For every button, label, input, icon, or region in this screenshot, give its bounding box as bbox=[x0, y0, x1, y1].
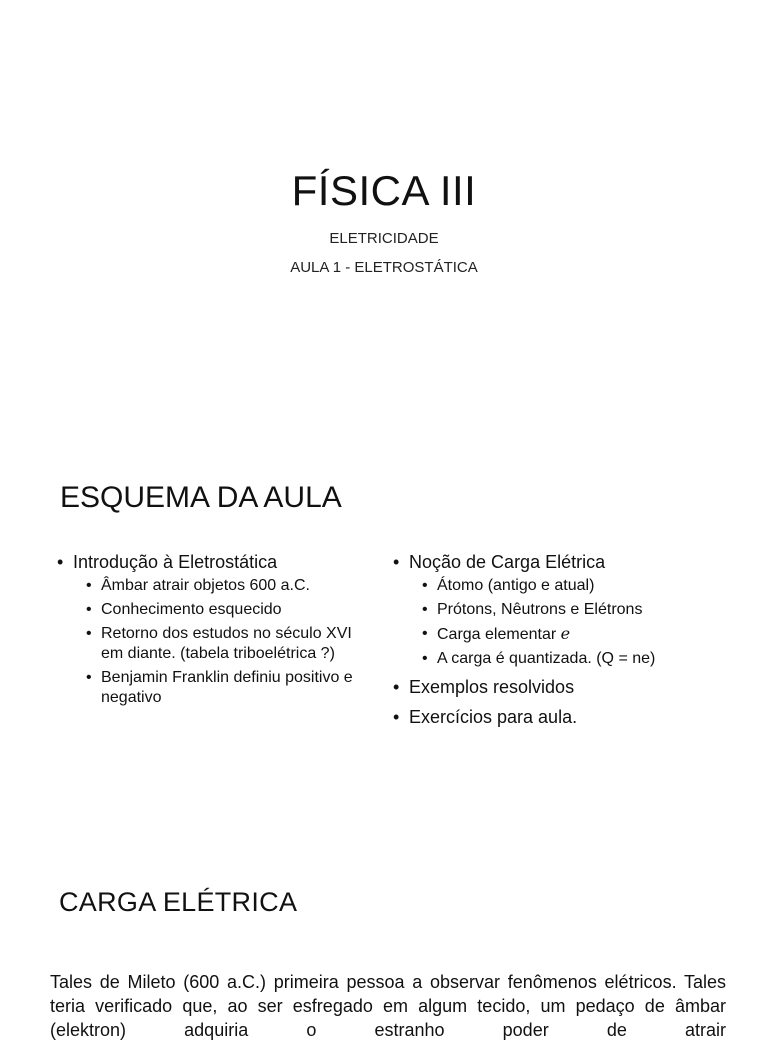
subtitle-lesson: AULA 1 - ELETROSTÁTICA bbox=[290, 259, 478, 276]
subtitle-topic: ELETRICIDADE bbox=[329, 230, 439, 247]
outline-item-exercises bbox=[393, 705, 723, 729]
course-title: FÍSICA III bbox=[291, 167, 477, 214]
slide-electric-charge bbox=[0, 840, 768, 1040]
outline-item-label: Introdução à Eletrostática bbox=[73, 552, 278, 572]
outline-subitem: • Átomo (antigo e atual) bbox=[422, 576, 723, 596]
outline-item-label: Exercícios para aula. bbox=[409, 707, 578, 727]
outline-subitem: • Benjamin Franklin definiu positivo e negativo bbox=[86, 668, 377, 708]
outline-item-intro bbox=[57, 550, 377, 574]
slide-title bbox=[0, 0, 768, 400]
outline-subitem: • Âmbar atrair objetos 600 a.C. bbox=[86, 576, 377, 596]
slide-outline bbox=[0, 420, 768, 820]
outline-title: ESQUEMA DA AULA bbox=[60, 481, 342, 514]
charge-section-title: CARGA ELÉTRICA bbox=[59, 887, 298, 917]
outline-item-charge bbox=[393, 550, 723, 574]
outline-subitem: • A carga é quantizada. (Q = ne) bbox=[422, 649, 723, 669]
elementary-charge-symbol: e bbox=[560, 624, 571, 643]
outline-subitem: • Prótons, Nêutrons e Elétrons bbox=[422, 600, 723, 620]
outline-subitem bbox=[422, 624, 723, 645]
outline-item-label: Noção de Carga Elétrica bbox=[409, 552, 606, 572]
outline-subitem: • Retorno dos estudos no século XVI em diante. (tabela triboelétrica ?) bbox=[86, 624, 377, 664]
outline-left-column bbox=[57, 550, 377, 712]
outline-item-examples bbox=[393, 675, 723, 699]
outline-subitem: • Conhecimento esquecido bbox=[86, 600, 377, 620]
charge-paragraph: Tales de Mileto (600 a.C.) primeira pessoa a observar fenômenos elétricos. Tales teria verificado que, ao ser esfregado em algum tecido, um pedaço de âmbar (elektron) adquiria o estranho poder de atrair bbox=[50, 972, 726, 1040]
outline-subitem-label: Carga elementar bbox=[437, 626, 557, 643]
outline-right-column bbox=[393, 550, 723, 729]
outline-item-label: Exemplos resolvidos bbox=[409, 677, 575, 697]
